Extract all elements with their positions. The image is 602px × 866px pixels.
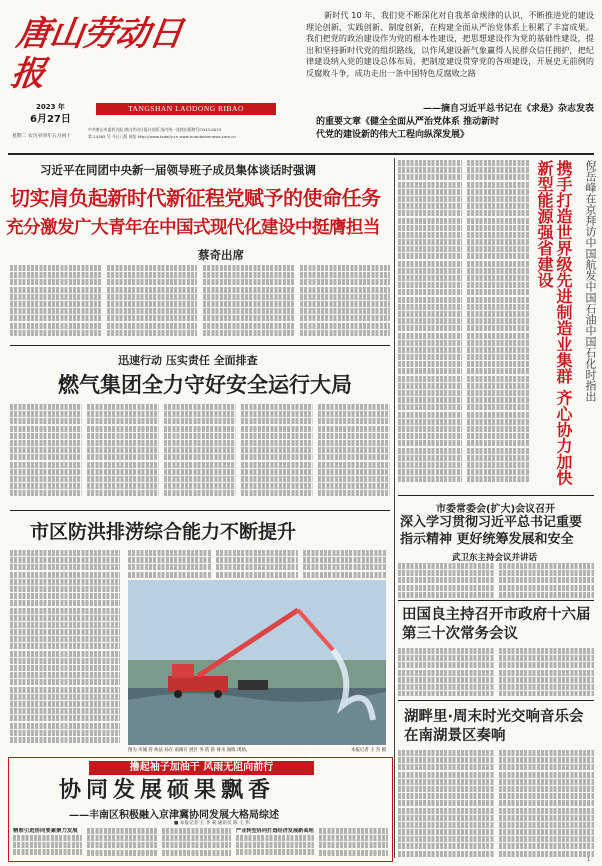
flood-body-2 <box>128 550 386 580</box>
feature-byline: ■ 本报记者 王 李 莉 通讯员 陈 王 伟 <box>174 821 250 826</box>
committee-sub: 武卫东主持会议并讲话 <box>452 553 538 563</box>
divider-safety <box>10 510 390 511</box>
concert-headline: 湖畔里·周末时光交响音乐会在南湖景区奏响 <box>404 709 584 744</box>
feature-kicker: 撸起袖子加油干 风雨无阻向前行 <box>129 762 274 773</box>
masthead-pinyin-bar <box>96 103 276 115</box>
quote-source-2: 的重要文章《健全全面从严治党体系 推动新时 <box>316 117 500 127</box>
divider-right-1 <box>398 495 594 496</box>
committee-headline: 深入学习贯彻习近平总书记重要指示精神 更好统筹发展和安全 <box>400 515 583 547</box>
columnist-body <box>398 160 530 490</box>
masthead-logo <box>8 14 185 94</box>
safety-body <box>10 404 390 504</box>
feature-box <box>8 757 393 862</box>
divider-lead <box>10 345 390 346</box>
masthead-year: 2023 年 <box>36 103 65 111</box>
feature-body <box>13 828 388 860</box>
masthead-date: 6月27日 <box>30 114 71 125</box>
masthead-pinyin: TANGSHAN LAODONG RIBAO <box>128 104 244 113</box>
safety-headline: 燃气集团全力守好安全运行大局 <box>58 373 352 397</box>
exec-headline: 田国良主持召开市政府十六届第三十次常务会议 <box>402 607 591 642</box>
feature-kicker-bar <box>89 761 314 775</box>
committee-kicker: 市委常委会(扩大)会议召开 <box>436 504 556 515</box>
feature-headline: 协同发展硕果飘香 <box>59 778 276 803</box>
publisher-line-2: 第 24165 号 今日八版 网址 http://www.tsdaily.cn www.huanbohainews.com.cn <box>88 134 236 139</box>
lead-headline-2: 充分激发广大青年在中国式现代化建设中挺膺担当 <box>6 218 380 238</box>
divider-right-3 <box>398 700 594 701</box>
columnist-lede: 倪岳峰在京拜访中国航发中国石油中国石化时指出 <box>584 160 597 402</box>
flood-photographer: 本报记者 王 杰 摄 <box>351 748 386 753</box>
flood-body <box>10 550 120 750</box>
flood-photo <box>128 580 386 745</box>
exec-body <box>398 648 594 696</box>
flood-caption-text: 图为 市城 管 执法 局在 南湖开 展区 务 防 险 排水 演练 现场。 <box>128 748 251 753</box>
feature-section-1: 精准引进协同要素聚力发展 <box>13 828 78 834</box>
feature-subhead: ——丰南区积极融入京津冀协同发展大格局综述 <box>69 810 279 821</box>
concert-body <box>398 750 594 858</box>
feature-section-2: 产业转型协同打造经济发展新高地 <box>235 828 314 834</box>
columnist-headline: 携手打造世界级先进制造业集群 齐心协力加快新型能源强省建设 <box>535 160 573 486</box>
committee-body <box>398 563 594 598</box>
lead-kicker: 习近平在同团中央新一届领导班子成员集体谈话时强调 <box>40 163 316 177</box>
quote-box <box>306 10 594 150</box>
lead-attendee: 蔡奇出席 <box>198 248 244 262</box>
safety-kicker: 迅速行动 压实责任 全面排查 <box>118 354 258 367</box>
flood-photo-caption <box>128 747 386 753</box>
page-number: 1 <box>587 857 591 863</box>
publisher-line-1: 中共唐山市委机关报 唐山劳动日报社出版 国内统一连续出版物号CN13-0015 <box>88 127 222 132</box>
divider-right-2 <box>398 600 594 601</box>
quote-body: 新时代 10 年，我们党不断深化对自我革命规律的认识，不断推进党的建设理论创新、实践创新、制度创新，在构建全面从严治党体系上积累了丰富成果。我们把党的政治建设作为党的根本性建设，把思想建设作为党的基础性建设，提出和坚持新时代党的组织路线，以作风建设新气象赢得人民群众信任拥护，把纪律建设纳入党的建设总体布局，把制度建设贯穿党的各项建设，开展史无前例的反腐败斗争，成功走出一条中国特色反腐败之路 <box>306 10 594 78</box>
flood-photo-scene <box>128 580 386 745</box>
quote-source-3: 代党的建设新的伟大工程向纵深发展》 <box>316 130 470 140</box>
right-column-rule <box>394 158 395 858</box>
flood-headline: 市区防洪排涝综合能力不断提升 <box>30 521 297 543</box>
masthead-weekday: 星期二 农历癸卯年五月初十 <box>12 134 72 139</box>
masthead-title: 唐山劳动日报 <box>8 14 185 94</box>
lead-body <box>10 265 390 340</box>
masthead-divider <box>8 153 594 155</box>
quote-source-1: ——摘自习近平总书记在《求是》杂志发表 <box>422 104 594 114</box>
lead-headline-1: 切实肩负起新时代新征程党赋予的使命任务 <box>10 186 381 210</box>
